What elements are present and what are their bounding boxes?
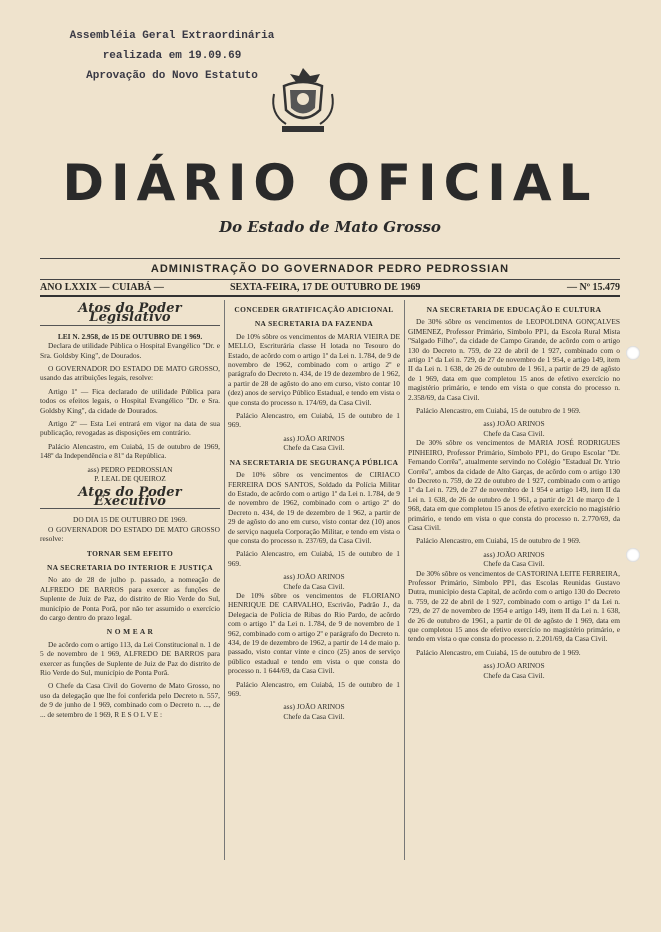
coat-of-arms-icon [266,64,340,138]
signature: ass) JOÃO ARINOS [283,572,345,582]
subheading: TORNAR SEM EFEITO [86,548,174,558]
signature: Chefe da Casa Civil. [483,559,545,569]
masthead-subtitle: Do Estado de Mato Grosso [219,218,441,236]
column-middle [228,300,400,721]
paragraph: Palácio Alencastro, em Cuiabá, 15 de outubro de 1 969. [416,406,581,416]
signature: ass) JOÃO ARINOS [483,419,545,429]
paragraph: De 30% sôbre os vencimentos de CASTORINA LEITE FERREIRA, Professor Primário, Símbolo PP1, das Escolas Reunidas Gustavo Dutra, município desta Capital, de acôrdo com o artigo 130 do Decreto n. 759, de 22 de abril de 1 927, combinado com o artigo 1º da Lei n. 729, de 27 de novembro de 1954 e artigo 149, item II da Lei n. 1 638, de 26 de outubro de 1961, a partir de 01 de agôsto de 1 969, data em que completou 15 anos de efetivo exercício no magistério primário, e tendo em vista o que consta do processo n. 2.201/69, da Casa Civil. [408,568,620,644]
column-divider [404,300,405,860]
issue-date: SEXTA-FEIRA, 17 DE OUTUBRO DE 1969 [230,282,421,293]
subheading: NA SECRETARIA DO INTERIOR E JUSTIÇA [46,562,214,572]
column-left [40,300,220,723]
stamp-line: realizada em 19.09.69 [102,50,242,62]
signature: ass) JOÃO ARINOS [483,549,545,559]
stamp-line: Aprovação do Novo Estatuto [86,70,258,82]
paragraph: O GOVERNADOR DO ESTADO DE MATO GROSSO, usando das atribuições legais, resolve: [40,364,220,383]
signature: Chefe da Casa Civil. [283,711,345,721]
law-header: LEI N. 2.958, de 15 DE OUTUBRO DE 1 969. [57,331,203,341]
signature: P. LEAL DE QUEIROZ [94,474,166,484]
subheading: NA SECRETARIA DA FAZENDA [254,319,374,329]
punch-hole [626,548,640,562]
subheading: CONCEDER GRATIFICAÇÃO ADICIONAL [234,305,394,314]
paragraph: Palácio Alencastro, em Cuiabá, 15 de outubro de 1 969. [228,411,400,430]
section-heading: Atos do Poder Legislativo [40,302,220,326]
issue-number: — Nº 15.479 [566,282,620,293]
signature: ass) JOÃO ARINOS [483,661,545,671]
date-line: DO DIA 15 DE OUTUBRO DE 1969. [73,515,187,525]
paragraph: No ato de 28 de julho p. passado, a nomeação de ALFREDO DE BARROS para exercer as funções de Suplente de Juiz de Paz, do distrito de Rio Verde do Sul, município de Ponta Porã, por não ter assumido o exercício do cargo dentro do prazo legal. [40,575,220,622]
paragraph: Palácio Alencastro, em Cuiabá, 15 de outubro de 1969, 148º da Independência e 81º da República. [40,441,220,461]
paragraph: Artigo 2º — Esta Lei entrará em vigor na data de sua publicação, revogadas as disposições em contrário. [40,419,220,438]
punch-hole [626,346,640,360]
subheading: NA SECRETARIA DE EDUCAÇÃO E CULTURA [426,305,602,314]
column-right [408,300,620,680]
paragraph: De 30% sôbre os vencimentos de MARIA JOSÉ RODRIGUES PINHEIRO, Professor Primário, Símbolo PP1, do Grupo Escolar "Dr. Fernando Corrêa", atualmente servindo no Colégio "Estadual Dr. Ytrio Corrêa", ambos da cidade de Alto Garças, de acôrdo com o artigo 130 do Decreto n. 759, de 22 de outubro de 1 927, combinado com o artigo 1º da Lei n. 729, de 27 de novembro de 1 954 e artigo 149, item II da Lei n. 1 638, de 26 de outubro de 1 961, a partir de 21 de março de 1 968, data em que completou 15 anos de efetivo exercício no magistério primário, e tendo em vista o que consta do processo n. 2.770/69, da Casa Civil. [408,438,620,532]
administration-banner: ADMINISTRAÇÃO DO GOVERNADOR PEDRO PEDROSSIAN [40,258,620,280]
signature: Chefe da Casa Civil. [483,428,545,438]
paragraph: Palácio Alencastro, em Cuiabá, 15 de outubro de 1 969. [228,679,400,699]
issue-year: ANO LXXIX — CUIABÁ — [40,282,164,293]
section-heading: Atos do Poder Executivo [40,486,220,510]
paragraph: O GOVERNADOR DO ESTADO DE MATO GROSSO resolve: [40,524,220,544]
paragraph: Palácio Alencastro, em Cuiabá, 15 de outubro de 1 969. [228,549,400,568]
paragraph: Declara de utilidade Pública o Hospital Evangélico "Dr. e Sra. Goldsby King", de Dourados. [40,341,220,360]
signature: ass) JOÃO ARINOS [283,433,345,443]
paragraph: De acôrdo com o artigo 113, da Lei Constitucional n. 1 de 5 de novembro de 1 969, ALFREDO DE BARROS para exercer as funções de Suplente de Juiz de Paz do distrito de Rio Verde do Sul, município de Ponta Porã. [40,639,220,677]
subheading: N O M E A R [106,627,154,637]
assembly-stamp [62,26,282,86]
issue-bar [40,281,620,297]
paragraph: De 10% sôbre os vencimentos de CIRIACO FERREIRA DOS SANTOS, Soldado da Polícia Militar do Estado, de acôrdo com o artigo 1º da Lei n. 1.784, de 9 de novembro de 1962, combinado com o artigo 2º do Decreto n. 434, de 19 de dezembro de 1 962, a partir de 29 de agôsto do ano em curso, visto contar dez (10) anos de serviço naquela Corporação Militar, e tendo em vista o que consta do processo n. 237/69, da Casa Civil. [228,470,400,545]
column-divider [224,300,225,860]
paragraph: O Chefe da Casa Civil do Governo de Mato Grosso, no uso da delegação que lhe foi conferida pelo Decreto n. 557, de 9 de junho de 1 969, combinado com o Decreto n. ..., de ... de setembro de 1 969, R E S O L V E : [40,681,220,719]
signature: Chefe da Casa Civil. [283,581,345,591]
subheading: NA SECRETARIA DE SEGURANÇA PÚBLICA [229,457,399,467]
paragraph: Artigo 1º — Fica declarado de utilidade Pública para todos os efeitos legais, o Hospital Evangélico "Dr. e Sra. Goldsby King", da cidade de Dourados. [40,386,220,415]
paragraph: De 30% sôbre os vencimentos de LEOPOLDINA GONÇALVES GIMENEZ, Professor Primário, Símbolo PP1, da Escola Rural Mista "Salgado Filho", da cidade de Campo Grande, de acôrdo com o artigo 130 do Decreto n. 759, de 22 de abril de 1 927, combinado com o artigo 1º da Lei n. 729, de 27 de novembro de 1 954, e artigo 149, item II da Lei n. 1 638, de 26 de outubro de 1 961, a partir de 29 de agôsto de 1 969, data em que completou 15 anos de efetivo exercício no magistério primário, e tendo em vista o que consta do processo n. 2.358/69, da Casa Civil. [408,317,620,402]
paragraph: Palácio Alencastro, em Cuiabá, 15 de outubro de 1 969. [416,536,581,546]
masthead-title: DIÁRIO OFICIAL [62,154,598,212]
signature: Chefe da Casa Civil. [283,443,345,453]
signature: Chefe da Casa Civil. [483,670,545,680]
signature: ass) PEDRO PEDROSSIAN [87,464,173,474]
paragraph: Palácio Alencastro, em Cuiabá, 15 de outubro de 1 969. [416,647,581,657]
paragraph: De 10% sôbre os vencimentos de MARIA VIEIRA DE MELLO, Escriturária classe H lotada no Tesouro do Estado, de acôrdo com o artigo 1º da Lei n. 1.784, de 9 de novembro de 1962, combinado com o artigo 2º e parágrafo do Decreto n. 434, de 19 de dezembro de 1 962, a partir de 28 de agôsto do ano em curso, visto contar 10 (dez) anos de serviço Público Estadual, e tendo em vista o que consta do processo n. 174/69, da Casa Civil. [228,331,400,407]
signature: ass) JOÃO ARINOS [283,702,345,712]
stamp-line: Assembléia Geral Extraordinária [69,30,275,42]
paragraph: De 10% sôbre os vencimentos de FLORIANO HENRIQUE DE CARVALHO, Escrivão, Padrão J., da Delegacia de Polícia de Ribas do Rio Pardo, de acôrdo com o artigo 1º da Lei n. 1.784, de 9 de novembro de 1 962, combinado com o artigo 2º e parágrafo do Decreto n. 434, de 19 de dezembro de 1962, a partir de 14 de maio p. passado, visto contar vinte e cinco (25) anos de serviço público estadual e tendo em vista o que consta do processo n. 1 644/69, da Casa Civil. [228,590,400,676]
